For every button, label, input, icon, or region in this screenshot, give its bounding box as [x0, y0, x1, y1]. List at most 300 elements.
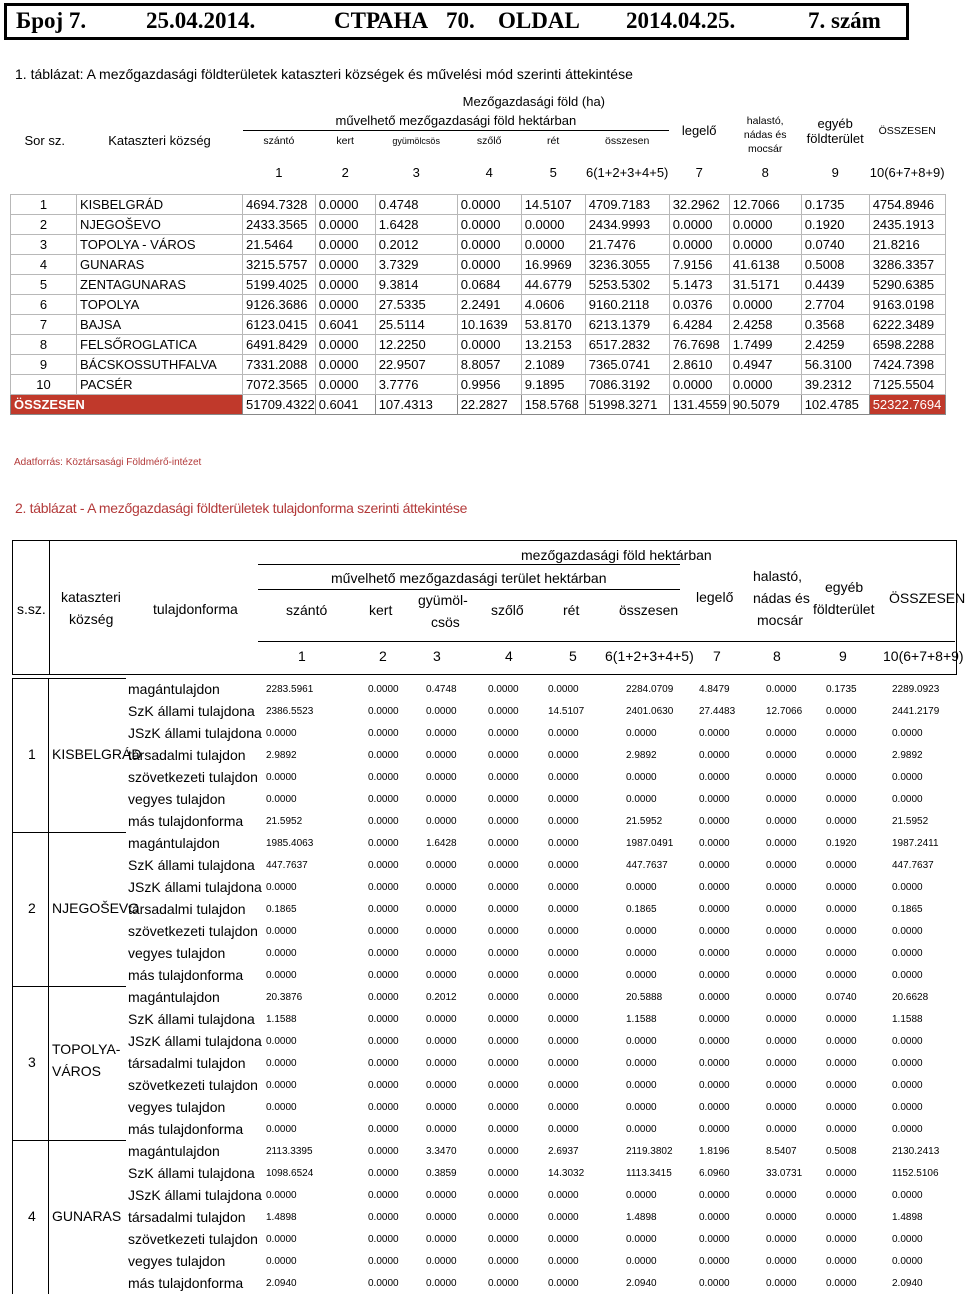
cell-value: 0.0000 [548, 860, 579, 871]
cell-value: 0.0000 [548, 992, 579, 1003]
cell-value: 0.0000 [766, 992, 797, 1003]
row-number: 2 [11, 215, 77, 235]
cell-value: 0.0000 [368, 1014, 399, 1025]
kozseg-name: TOPOLYA [77, 295, 243, 315]
cell-value: 0.0000 [626, 1234, 657, 1245]
tulajdonforma-label: JSzK állami tulajdona [128, 1033, 262, 1049]
table2-row [126, 986, 956, 1008]
t2-head-kat-1: kataszteri [61, 589, 121, 605]
cell-value: 4.8479 [699, 684, 730, 695]
cell-value: 2284.0709 [626, 684, 674, 695]
cell-value: 0.0000 [521, 235, 585, 255]
t1-colnum: 2 [341, 164, 349, 180]
table1-total-row [11, 395, 946, 415]
t2-group-name: TOPOLYA- [52, 1041, 121, 1057]
cell-value: 2.9892 [626, 750, 657, 761]
cell-value: 0.0000 [826, 1124, 857, 1135]
cell-value: 0.0000 [766, 1124, 797, 1135]
table2-row [126, 1162, 956, 1184]
cell-value: 12.7066 [766, 706, 803, 717]
t2-colnum: 3 [433, 648, 441, 664]
cell-value: 0.0740 [826, 992, 857, 1003]
table2-row [126, 1184, 956, 1206]
cell-value: 0.0000 [826, 1080, 857, 1091]
cell-value: 0.0000 [548, 948, 579, 959]
t1-colnum: 5 [549, 164, 557, 180]
cell-value: 27.4483 [699, 706, 736, 717]
cell-value: 8.5407 [766, 1146, 797, 1157]
t2-colnum: 6(1+2+3+4+5) [605, 648, 694, 664]
cell-value: 7072.3565 [243, 375, 316, 395]
cell-value: 2289.0923 [892, 684, 940, 695]
cell-value: 0.0000 [488, 926, 519, 937]
cell-value: 0.0000 [548, 1212, 579, 1223]
cell-value: 0.0000 [626, 1102, 657, 1113]
t1-colnum: 8 [761, 164, 769, 180]
cell-value: 0.0000 [488, 1080, 519, 1091]
cell-value: 0.0000 [826, 1058, 857, 1069]
tulajdonforma-label: társadalmi tulajdon [128, 1209, 246, 1225]
tulajdonforma-label: vegyes tulajdon [128, 1253, 226, 1269]
table2-row [126, 1206, 956, 1228]
cell-value: 0.0000 [457, 215, 521, 235]
t2-group-name: NJEGOŠEVO [52, 900, 140, 916]
cell-value: 0.0000 [488, 728, 519, 739]
table1-row [11, 195, 946, 215]
cell-value: 0.0000 [626, 772, 657, 783]
cell-value: 2.4258 [729, 315, 801, 335]
cell-value: 0.0000 [488, 1190, 519, 1201]
cell-value: 1.1588 [892, 1014, 923, 1025]
t1-head-gyumolcsos: gyümölcsös [392, 135, 440, 146]
cell-value: 0.0000 [548, 772, 579, 783]
cell-value: 0.0000 [488, 970, 519, 981]
cell-value: 44.6779 [521, 275, 585, 295]
table1-row [11, 275, 946, 295]
cell-value: 2434.9993 [585, 215, 669, 235]
cell-value: 9.3814 [375, 275, 457, 295]
cell-value: 0.0000 [426, 1036, 457, 1047]
cell-value: 0.0000 [699, 1014, 730, 1025]
cell-value: 53.8170 [521, 315, 585, 335]
t1-head-egyeb-1: egyéb [817, 115, 853, 131]
table1-row [11, 315, 946, 335]
cell-value: 0.0000 [826, 1014, 857, 1025]
table2-row [126, 898, 956, 920]
row-number: 4 [11, 255, 77, 275]
table2-row [126, 1096, 956, 1118]
table1 [10, 92, 946, 415]
t2-head-tulaj: tulajdonforma [153, 601, 238, 617]
cell-value: 20.6628 [892, 992, 929, 1003]
cell-value: 0.0000 [548, 1036, 579, 1047]
cell-value: 2119.3802 [626, 1146, 673, 1157]
tulajdonforma-label: társadalmi tulajdon [128, 901, 246, 917]
cell-value: 0.0000 [626, 948, 657, 959]
kozseg-name: KISBELGRÁD [77, 195, 243, 215]
tulajdonforma-label: magántulajdon [128, 681, 220, 697]
t2-head-osszbig: ÖSSZESEN [889, 590, 965, 606]
t2-head-legelo: legelő [696, 589, 734, 605]
cell-value: 0.0000 [368, 1036, 399, 1047]
table2-row [126, 1118, 956, 1140]
cell-value: 0.0000 [766, 684, 797, 695]
cell-value: 0.0000 [488, 1256, 519, 1267]
cell-value: 6.0960 [699, 1168, 730, 1179]
cell-value: 0.0000 [892, 1102, 923, 1113]
cell-value: 0.0000 [826, 970, 857, 981]
cell-value: 76.7698 [669, 335, 729, 355]
cell-value: 0.0000 [426, 794, 457, 805]
cell-value: 39.2312 [801, 375, 869, 395]
cell-value: 0.0000 [699, 1256, 730, 1267]
t2-colnum: 10(6+7+8+9) [883, 648, 964, 664]
cell-value: 22.9507 [375, 355, 457, 375]
cell-value: 0.0000 [266, 1124, 297, 1135]
t2-colnum: 8 [773, 648, 781, 664]
kozseg-name: NJEGOŠEVO [77, 215, 243, 235]
cell-value: 0.5008 [826, 1146, 857, 1157]
cell-value: 0.0000 [488, 1234, 519, 1245]
t1-head-szanto: szántó [263, 134, 295, 147]
cell-value: 0.0000 [699, 838, 730, 849]
t2-head-hal-2: nádas és [753, 590, 810, 606]
cell-value: 0.0000 [548, 1124, 579, 1135]
cell-value: 3.7329 [375, 255, 457, 275]
t2-colnum: 1 [298, 648, 306, 664]
cell-value: 4754.8946 [869, 195, 945, 215]
t1-head-osszesen: összesen [605, 134, 650, 147]
cell-value: 0.0000 [521, 215, 585, 235]
cell-value: 0.1865 [266, 904, 297, 915]
cell-value: 0.0000 [892, 1234, 923, 1245]
row-number: 3 [11, 235, 77, 255]
table1-title: 1. táblázat: A mezőgazdasági földterületek kataszteri községek és művelési mód szerinti áttekintése [15, 66, 633, 82]
cell-value: 5290.6385 [869, 275, 945, 295]
cell-value: 0.0000 [699, 794, 730, 805]
cell-value: 0.0000 [699, 1058, 730, 1069]
tulajdonforma-label: szövetkezeti tulajdon [128, 769, 258, 785]
cell-value: 6.4284 [669, 315, 729, 335]
cell-value: 0.0000 [488, 1212, 519, 1223]
table2-header [12, 540, 965, 675]
cell-value: 0.0000 [426, 1234, 457, 1245]
row-number: 6 [11, 295, 77, 315]
cell-value: 0.0000 [826, 926, 857, 937]
cell-value: 9.1895 [521, 375, 585, 395]
cell-value: 1.7499 [729, 335, 801, 355]
cell-value: 0.0000 [729, 235, 801, 255]
cell-value: 447.7637 [266, 860, 308, 871]
cell-value: 0.0000 [826, 1190, 857, 1201]
page-header [4, 3, 909, 40]
t2-head-ossz: összesen [619, 602, 679, 618]
cell-value: 0.1865 [626, 904, 657, 915]
total-value: 51709.4322 [243, 395, 316, 415]
row-number: 9 [11, 355, 77, 375]
cell-value: 0.0000 [266, 794, 297, 805]
cell-value: 0.1920 [826, 838, 857, 849]
t2-head-szanto: szántó [286, 602, 328, 618]
cell-value: 0.0000 [626, 970, 657, 981]
cell-value: 7424.7398 [869, 355, 945, 375]
t1-head-osszesen-big: ÖSSZESEN [878, 124, 936, 137]
tulajdonforma-label: JSzK állami tulajdona [128, 725, 262, 741]
cell-value: 0.0000 [368, 706, 399, 717]
cell-value: 3286.3357 [869, 255, 945, 275]
cell-value: 0.0000 [699, 904, 730, 915]
cell-value: 0.0000 [766, 1212, 797, 1223]
cell-value: 21.8216 [869, 235, 945, 255]
cell-value: 0.0000 [699, 1190, 730, 1201]
cell-value: 0.0000 [766, 838, 797, 849]
table2-row [126, 1074, 956, 1096]
tulajdonforma-label: SzK állami tulajdona [128, 1165, 255, 1181]
t1-head-halasto-3: mocsár [747, 142, 783, 155]
table2-row [126, 810, 956, 832]
t2-group-name: KISBELGRÁD [52, 746, 142, 762]
cell-value: 0.0000 [699, 750, 730, 761]
cell-value: 0.0000 [766, 1080, 797, 1091]
cell-value: 0.0000 [426, 1212, 457, 1223]
cell-value: 0.1735 [826, 684, 857, 695]
cell-value: 0.0000 [368, 1146, 399, 1157]
cell-value: 0.0000 [826, 1256, 857, 1267]
cell-value: 1.4898 [892, 1212, 923, 1223]
t2-head-kat-2: község [69, 611, 114, 627]
cell-value: 2.9892 [892, 750, 923, 761]
cell-value: 7365.0741 [585, 355, 669, 375]
table2-row [126, 920, 956, 942]
cell-value: 0.0000 [892, 970, 923, 981]
cell-value: 0.0000 [699, 882, 730, 893]
cell-value: 0.0000 [892, 1058, 923, 1069]
t1-colnum: 3 [412, 164, 420, 180]
cell-value: 1.8196 [699, 1146, 730, 1157]
cell-value: 12.7066 [729, 195, 801, 215]
cell-value: 0.0000 [699, 1212, 730, 1223]
cell-value: 0.1920 [801, 215, 869, 235]
table2-row [126, 788, 956, 810]
cell-value: 0.0000 [426, 948, 457, 959]
kozseg-name: TOPOLYA - VÁROS [77, 235, 243, 255]
cell-value: 447.7637 [626, 860, 668, 871]
cell-value: 0.0000 [315, 275, 375, 295]
t2-group-number: 1 [28, 746, 36, 762]
cell-value: 21.5464 [243, 235, 316, 255]
cell-value: 2435.1913 [869, 215, 945, 235]
cell-value: 0.0000 [626, 1036, 657, 1047]
t2-head-hal-1: halastó, [753, 568, 803, 584]
t2-head-egy-2: földterület [813, 601, 875, 617]
cell-value: 31.5171 [729, 275, 801, 295]
t1-head-legelo: legelő [681, 123, 717, 139]
cell-value: 21.5952 [266, 816, 303, 827]
cell-value: 0.0000 [548, 1278, 579, 1289]
cell-value: 0.0000 [315, 295, 375, 315]
t2-colnum: 7 [713, 648, 721, 664]
cell-value: 0.0000 [315, 235, 375, 255]
total-value: 107.4313 [375, 395, 457, 415]
table2-row [126, 700, 956, 722]
cell-value: 0.0000 [266, 1190, 297, 1201]
row-number: 10 [11, 375, 77, 395]
cell-value: 447.7637 [892, 860, 934, 871]
t2-head-mezo: mezőgazdasági föld hektárban [521, 547, 712, 563]
cell-value: 33.0731 [766, 1168, 803, 1179]
cell-value: 1.4898 [266, 1212, 297, 1223]
cell-value: 0.0000 [548, 728, 579, 739]
table2-row [126, 766, 956, 788]
cell-value: 0.5008 [801, 255, 869, 275]
total-value: 0.6041 [315, 395, 375, 415]
cell-value: 0.0000 [488, 882, 519, 893]
cell-value: 0.0000 [426, 1256, 457, 1267]
t1-head-kozseg: Kataszteri község [108, 133, 211, 148]
kozseg-name: PACSÉR [77, 375, 243, 395]
cell-value: 1.6428 [426, 838, 457, 849]
cell-value: 0.1865 [892, 904, 923, 915]
table2-group [12, 986, 955, 1140]
cell-value: 0.0000 [626, 882, 657, 893]
cell-value: 56.3100 [801, 355, 869, 375]
cell-value: 3236.3055 [585, 255, 669, 275]
cell-value: 0.0000 [892, 1124, 923, 1135]
cell-value: 0.0000 [766, 772, 797, 783]
t2-group-name: GUNARAS [52, 1208, 122, 1224]
cell-value: 0.0000 [426, 1190, 457, 1201]
cell-value: 1113.3415 [626, 1168, 672, 1179]
kozseg-name: ZENTAGUNARAS [77, 275, 243, 295]
tulajdonforma-label: JSzK állami tulajdona [128, 1187, 262, 1203]
cell-value: 0.0000 [426, 882, 457, 893]
cell-value: 5.1473 [669, 275, 729, 295]
cell-value: 0.0000 [488, 1146, 519, 1157]
row-number: 7 [11, 315, 77, 335]
cell-value: 0.0000 [548, 1080, 579, 1091]
tulajdonforma-label: SzK állami tulajdona [128, 1011, 255, 1027]
table2-row [126, 1030, 956, 1052]
cell-value: 0.0000 [266, 1080, 297, 1091]
cell-value: 0.0000 [826, 706, 857, 717]
table2-group [12, 678, 955, 832]
cell-value: 1.4898 [626, 1212, 657, 1223]
t1-head-halasto-1: halastó, [746, 114, 784, 127]
cell-value: 0.0000 [426, 904, 457, 915]
cell-value: 0.0000 [766, 882, 797, 893]
t1-head-halasto-2: nádas és [743, 128, 787, 141]
cell-value: 0.0000 [488, 1124, 519, 1135]
cell-value: 1.1588 [626, 1014, 657, 1025]
cell-value: 0.0000 [488, 1102, 519, 1113]
cell-value: 0.0000 [669, 215, 729, 235]
tulajdonforma-label: magántulajdon [128, 835, 220, 851]
cell-value: 0.0000 [826, 1212, 857, 1223]
cell-value: 16.9969 [521, 255, 585, 275]
table2-row [126, 1052, 956, 1074]
cell-value: 0.0000 [488, 838, 519, 849]
cell-value: 0.0000 [826, 1278, 857, 1289]
cell-value: 0.0000 [368, 1234, 399, 1245]
t2-group-number: 4 [28, 1208, 36, 1224]
cell-value: 0.0000 [548, 1234, 579, 1245]
cell-value: 0.0000 [766, 1036, 797, 1047]
cell-value: 0.0000 [488, 1036, 519, 1047]
cell-value: 0.0000 [266, 1036, 297, 1047]
tulajdonforma-label: SzK állami tulajdona [128, 857, 255, 873]
cell-value: 0.9956 [457, 375, 521, 395]
cell-value: 0.0000 [488, 772, 519, 783]
cell-value: 2283.5961 [266, 684, 314, 695]
tulajdonforma-label: szövetkezeti tulajdon [128, 1077, 258, 1093]
cell-value: 0.0000 [766, 750, 797, 761]
cell-value: 2386.5523 [266, 706, 314, 717]
cell-value: 0.0000 [266, 772, 297, 783]
cell-value: 14.5107 [521, 195, 585, 215]
issue-number-cyrillic: Број 7. [16, 8, 87, 33]
cell-value: 0.0000 [457, 195, 521, 215]
cell-value: 0.0000 [826, 1036, 857, 1047]
cell-value: 0.0000 [488, 684, 519, 695]
cell-value: 0.0000 [826, 882, 857, 893]
table2-group [12, 832, 955, 986]
cell-value: 2.8610 [669, 355, 729, 375]
cell-value: 0.0000 [766, 794, 797, 805]
cell-value: 0.0000 [892, 794, 923, 805]
cell-value: 0.0000 [368, 904, 399, 915]
cell-value: 27.5335 [375, 295, 457, 315]
cell-value: 0.0000 [826, 772, 857, 783]
cell-value: 2113.3395 [266, 1146, 313, 1157]
cell-value: 0.0000 [426, 1058, 457, 1069]
t1-colnum: 9 [831, 164, 839, 180]
cell-value: 0.0000 [892, 1080, 923, 1091]
cell-value: 0.0000 [368, 948, 399, 959]
table2-row [126, 722, 956, 744]
table1-row [11, 375, 946, 395]
total-value: 22.2827 [457, 395, 521, 415]
cell-value: 0.0000 [892, 882, 923, 893]
cell-value: 21.5952 [626, 816, 663, 827]
date-hungarian: 2014.04.25. [626, 8, 736, 33]
t2-head-gyum-1: gyümöl- [418, 592, 468, 608]
cell-value: 0.0000 [426, 860, 457, 871]
cell-value: 0.0000 [266, 728, 297, 739]
cell-value: 0.0000 [488, 816, 519, 827]
cell-value: 0.0000 [548, 926, 579, 937]
kozseg-name: FELSŐROGLATICA [77, 335, 243, 355]
cell-value: 0.0740 [801, 235, 869, 255]
cell-value: 0.0000 [766, 1234, 797, 1245]
cell-value: 0.3859 [426, 1168, 457, 1179]
t1-colnum: 4 [485, 164, 493, 180]
tulajdonforma-label: más tulajdonforma [128, 1121, 244, 1137]
table2-row [126, 1272, 956, 1294]
cell-value: 0.0000 [368, 1058, 399, 1069]
cell-value: 0.0000 [826, 1102, 857, 1113]
tulajdonforma-label: magántulajdon [128, 1143, 220, 1159]
tulajdonforma-label: szövetkezeti tulajdon [128, 923, 258, 939]
cell-value: 0.0000 [266, 882, 297, 893]
cell-value: 0.4947 [729, 355, 801, 375]
cell-value: 0.0000 [426, 1124, 457, 1135]
tulajdonforma-label: más tulajdonforma [128, 813, 244, 829]
cell-value: 0.0000 [368, 728, 399, 739]
cell-value: 0.0000 [488, 860, 519, 871]
cell-value: 0.0000 [368, 1080, 399, 1091]
total-value: 90.5079 [729, 395, 801, 415]
cell-value: 0.0000 [626, 926, 657, 937]
